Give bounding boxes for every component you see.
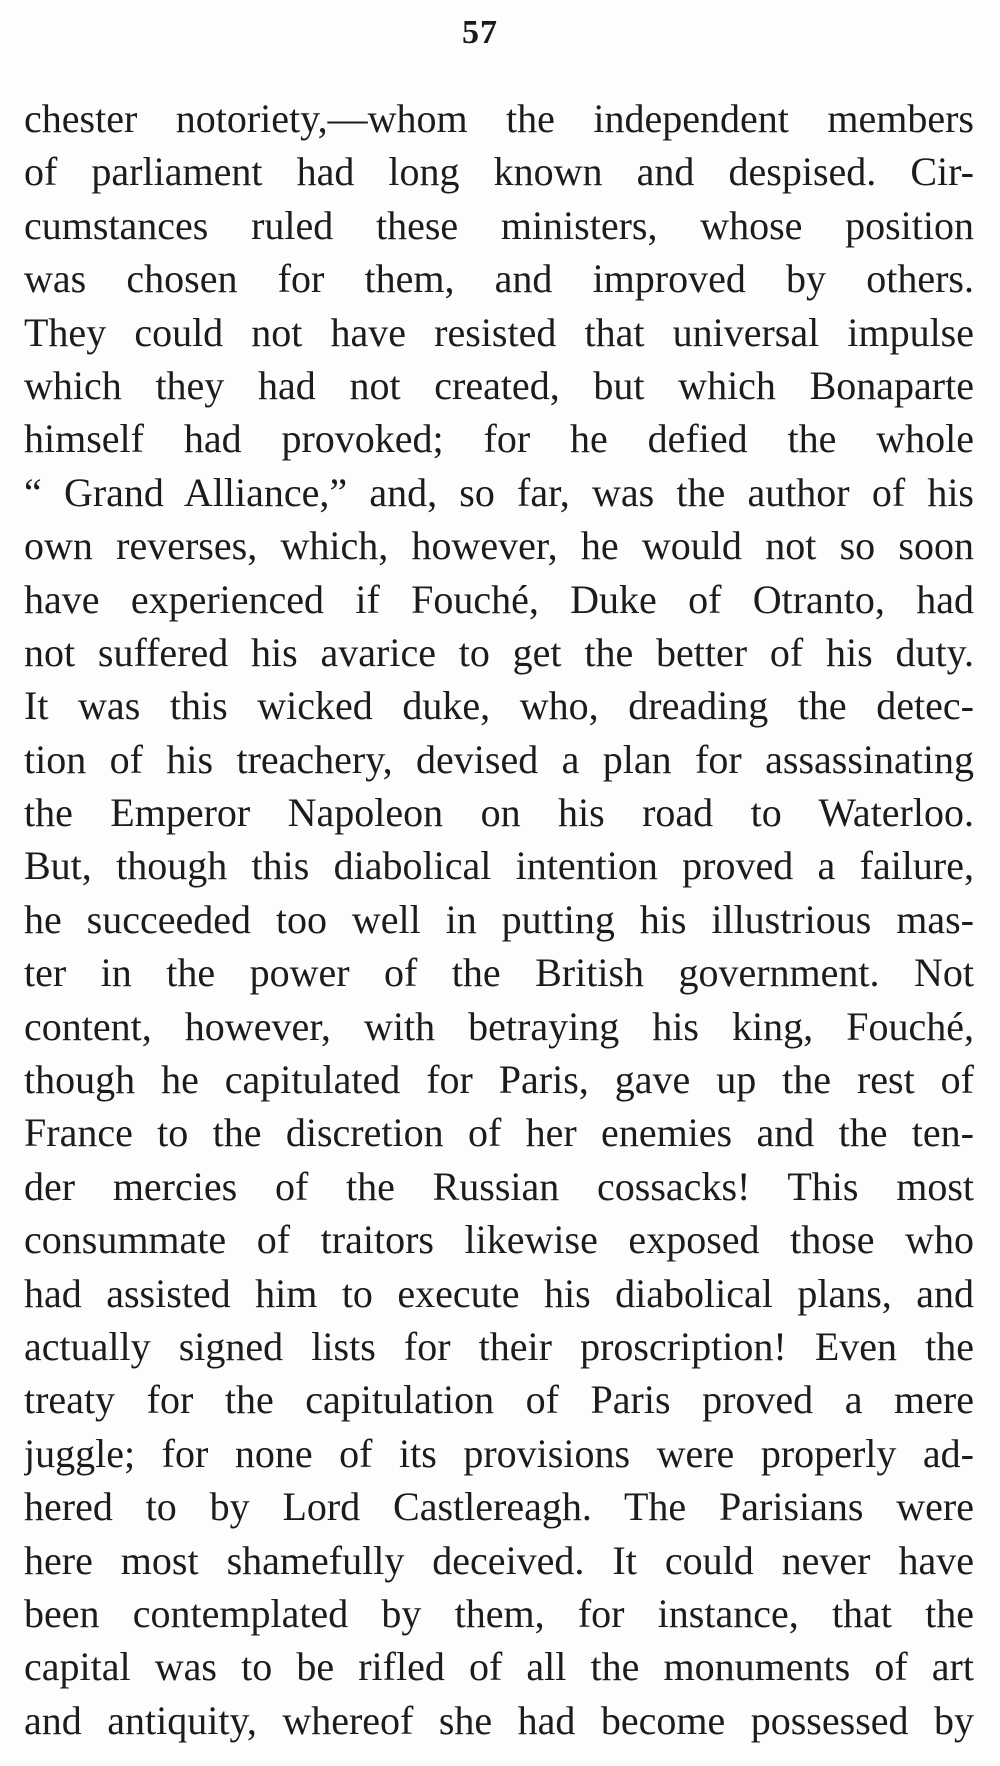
text-line: been contemplated by them, for instance, that the — [24, 1590, 974, 1636]
text-line: But, though this diabolical intention proved a failure, — [24, 843, 974, 889]
text-line: not suffered his avarice to get the better of his duty. — [24, 629, 974, 675]
text-line: content, however, with betraying his king, Fouché, — [24, 1003, 974, 1049]
text-line: he succeeded too well in putting his illustrious mas- — [24, 896, 974, 942]
text-line: which they had not created, but which Bonaparte — [24, 362, 974, 408]
text-line: actually signed lists for their proscription! Even the — [24, 1323, 974, 1369]
text-line: consummate of traitors likewise exposed those who — [24, 1217, 974, 1263]
text-line: It was this wicked duke, who, dreading the detec- — [24, 683, 974, 729]
text-line: France to the discretion of her enemies and the ten- — [24, 1110, 974, 1156]
text-line: treaty for the capitulation of Paris proved a mere — [24, 1377, 974, 1423]
text-line: cumstances ruled these ministers, whose position — [24, 202, 974, 248]
text-line: capital was to be rifled of all the monuments of art — [24, 1644, 974, 1690]
text-line: tion of his treachery, devised a plan for assassinating — [24, 736, 974, 782]
text-line: They could not have resisted that universal impulse — [24, 309, 974, 355]
body-text — [24, 92, 974, 1747]
text-line: though he capitulated for Paris, gave up the rest of — [24, 1057, 974, 1103]
page-number: 57 — [462, 14, 498, 51]
text-line: had assisted him to execute his diabolical plans, and — [24, 1270, 974, 1316]
text-line: himself had provoked; for he defied the whole — [24, 416, 974, 462]
text-line: the Emperor Napoleon on his road to Waterloo. — [24, 790, 974, 836]
text-line: der mercies of the Russian cossacks! This most — [24, 1163, 974, 1209]
text-line: have experienced if Fouché, Duke of Otranto, had — [24, 576, 974, 622]
text-line: “ Grand Alliance,” and, so far, was the author of his — [24, 469, 974, 515]
text-line: chester notoriety,—whom the independent members — [24, 96, 974, 141]
text-line: of parliament had long known and despised. Cir- — [24, 149, 974, 195]
text-line: and antiquity, whereof she had become possessed by — [24, 1697, 974, 1743]
text-line: here most shamefully deceived. It could never have — [24, 1537, 974, 1583]
text-line: hered to by Lord Castlereagh. The Parisians were — [24, 1484, 974, 1530]
text-line: own reverses, which, however, he would not so soon — [24, 523, 974, 569]
text-line: was chosen for them, and improved by others. — [24, 256, 974, 302]
text-line: ter in the power of the British government. Not — [24, 950, 974, 996]
text-line: juggle; for none of its provisions were properly ad- — [24, 1430, 974, 1476]
